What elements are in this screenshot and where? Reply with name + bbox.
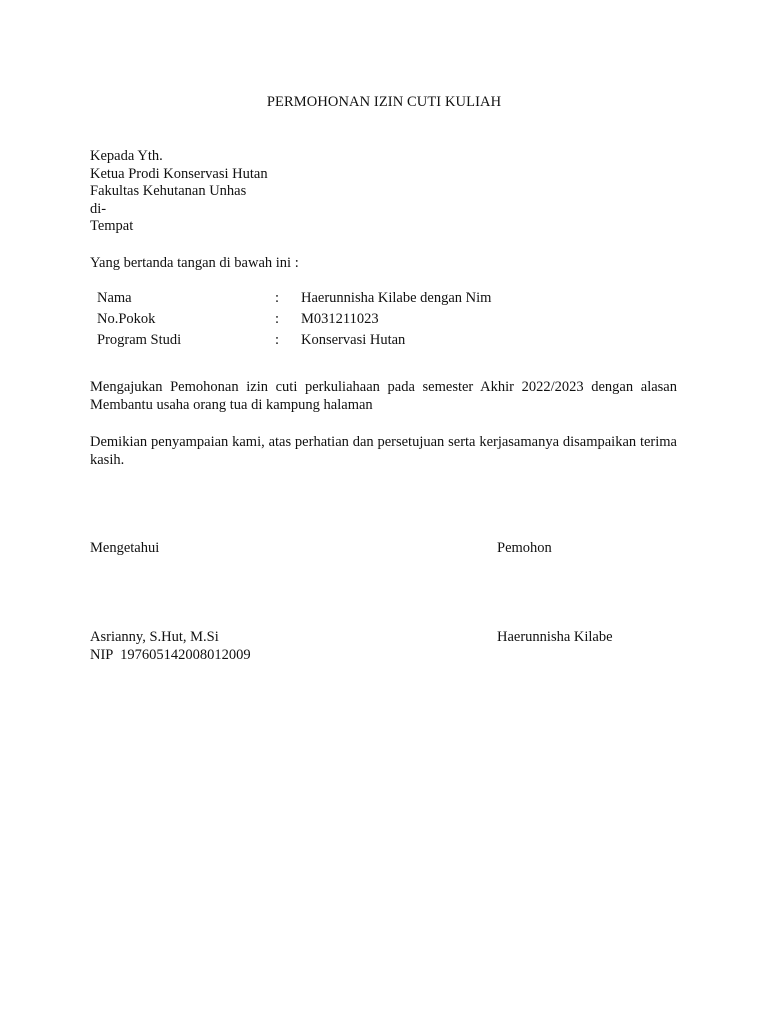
- addressee-line: Tempat: [90, 218, 134, 234]
- info-colon: :: [275, 290, 280, 306]
- addressee-line: Kepada Yth.: [90, 148, 163, 164]
- addressee-line: Ketua Prodi Konservasi Hutan: [90, 165, 268, 182]
- addressee-line: Fakultas Kehutanan Unhas: [90, 183, 247, 199]
- advisor-name: Asrianny, S.Hut, M.Si: [90, 629, 219, 645]
- info-colon: :: [275, 311, 280, 327]
- info-colon: :: [275, 332, 280, 348]
- acknowledged-label: Mengetahui: [90, 540, 160, 556]
- addressee-line: di-: [90, 200, 107, 217]
- info-row-student-number: [97, 311, 597, 332]
- info-value: Haerunnisha Kilabe dengan Nim: [301, 290, 492, 306]
- info-row-name: [97, 290, 597, 311]
- request-paragraph: Mengajukan Pemohonan izin cuti perkuliahaan pada semester Akhir 2022/2023 dengan alasan Membantu usaha orang tua di kampung halaman: [90, 379, 677, 413]
- info-value: M031211023: [301, 311, 379, 327]
- applicant-label: Pemohon: [497, 540, 552, 556]
- info-table: [97, 290, 597, 353]
- info-label: Nama: [97, 290, 132, 306]
- info-row-study-program: [97, 332, 597, 353]
- applicant-name: Haerunnisha Kilabe: [497, 629, 613, 645]
- addressee-block: [90, 148, 268, 236]
- closing-paragraph: Demikian penyampaian kami, atas perhatian dan persetujuan serta kerjasamanya disampaikan terima kasih.: [90, 434, 677, 468]
- info-value: Konservasi Hutan: [301, 332, 406, 348]
- advisor-nip: NIP 197605142008012009: [90, 647, 251, 663]
- intro-text: Yang bertanda tangan di bawah ini :: [90, 255, 299, 271]
- info-label: Program Studi: [97, 332, 182, 348]
- document-title: PERMOHONAN IZIN CUTI KULIAH: [266, 94, 502, 110]
- info-label: No.Pokok: [97, 311, 156, 327]
